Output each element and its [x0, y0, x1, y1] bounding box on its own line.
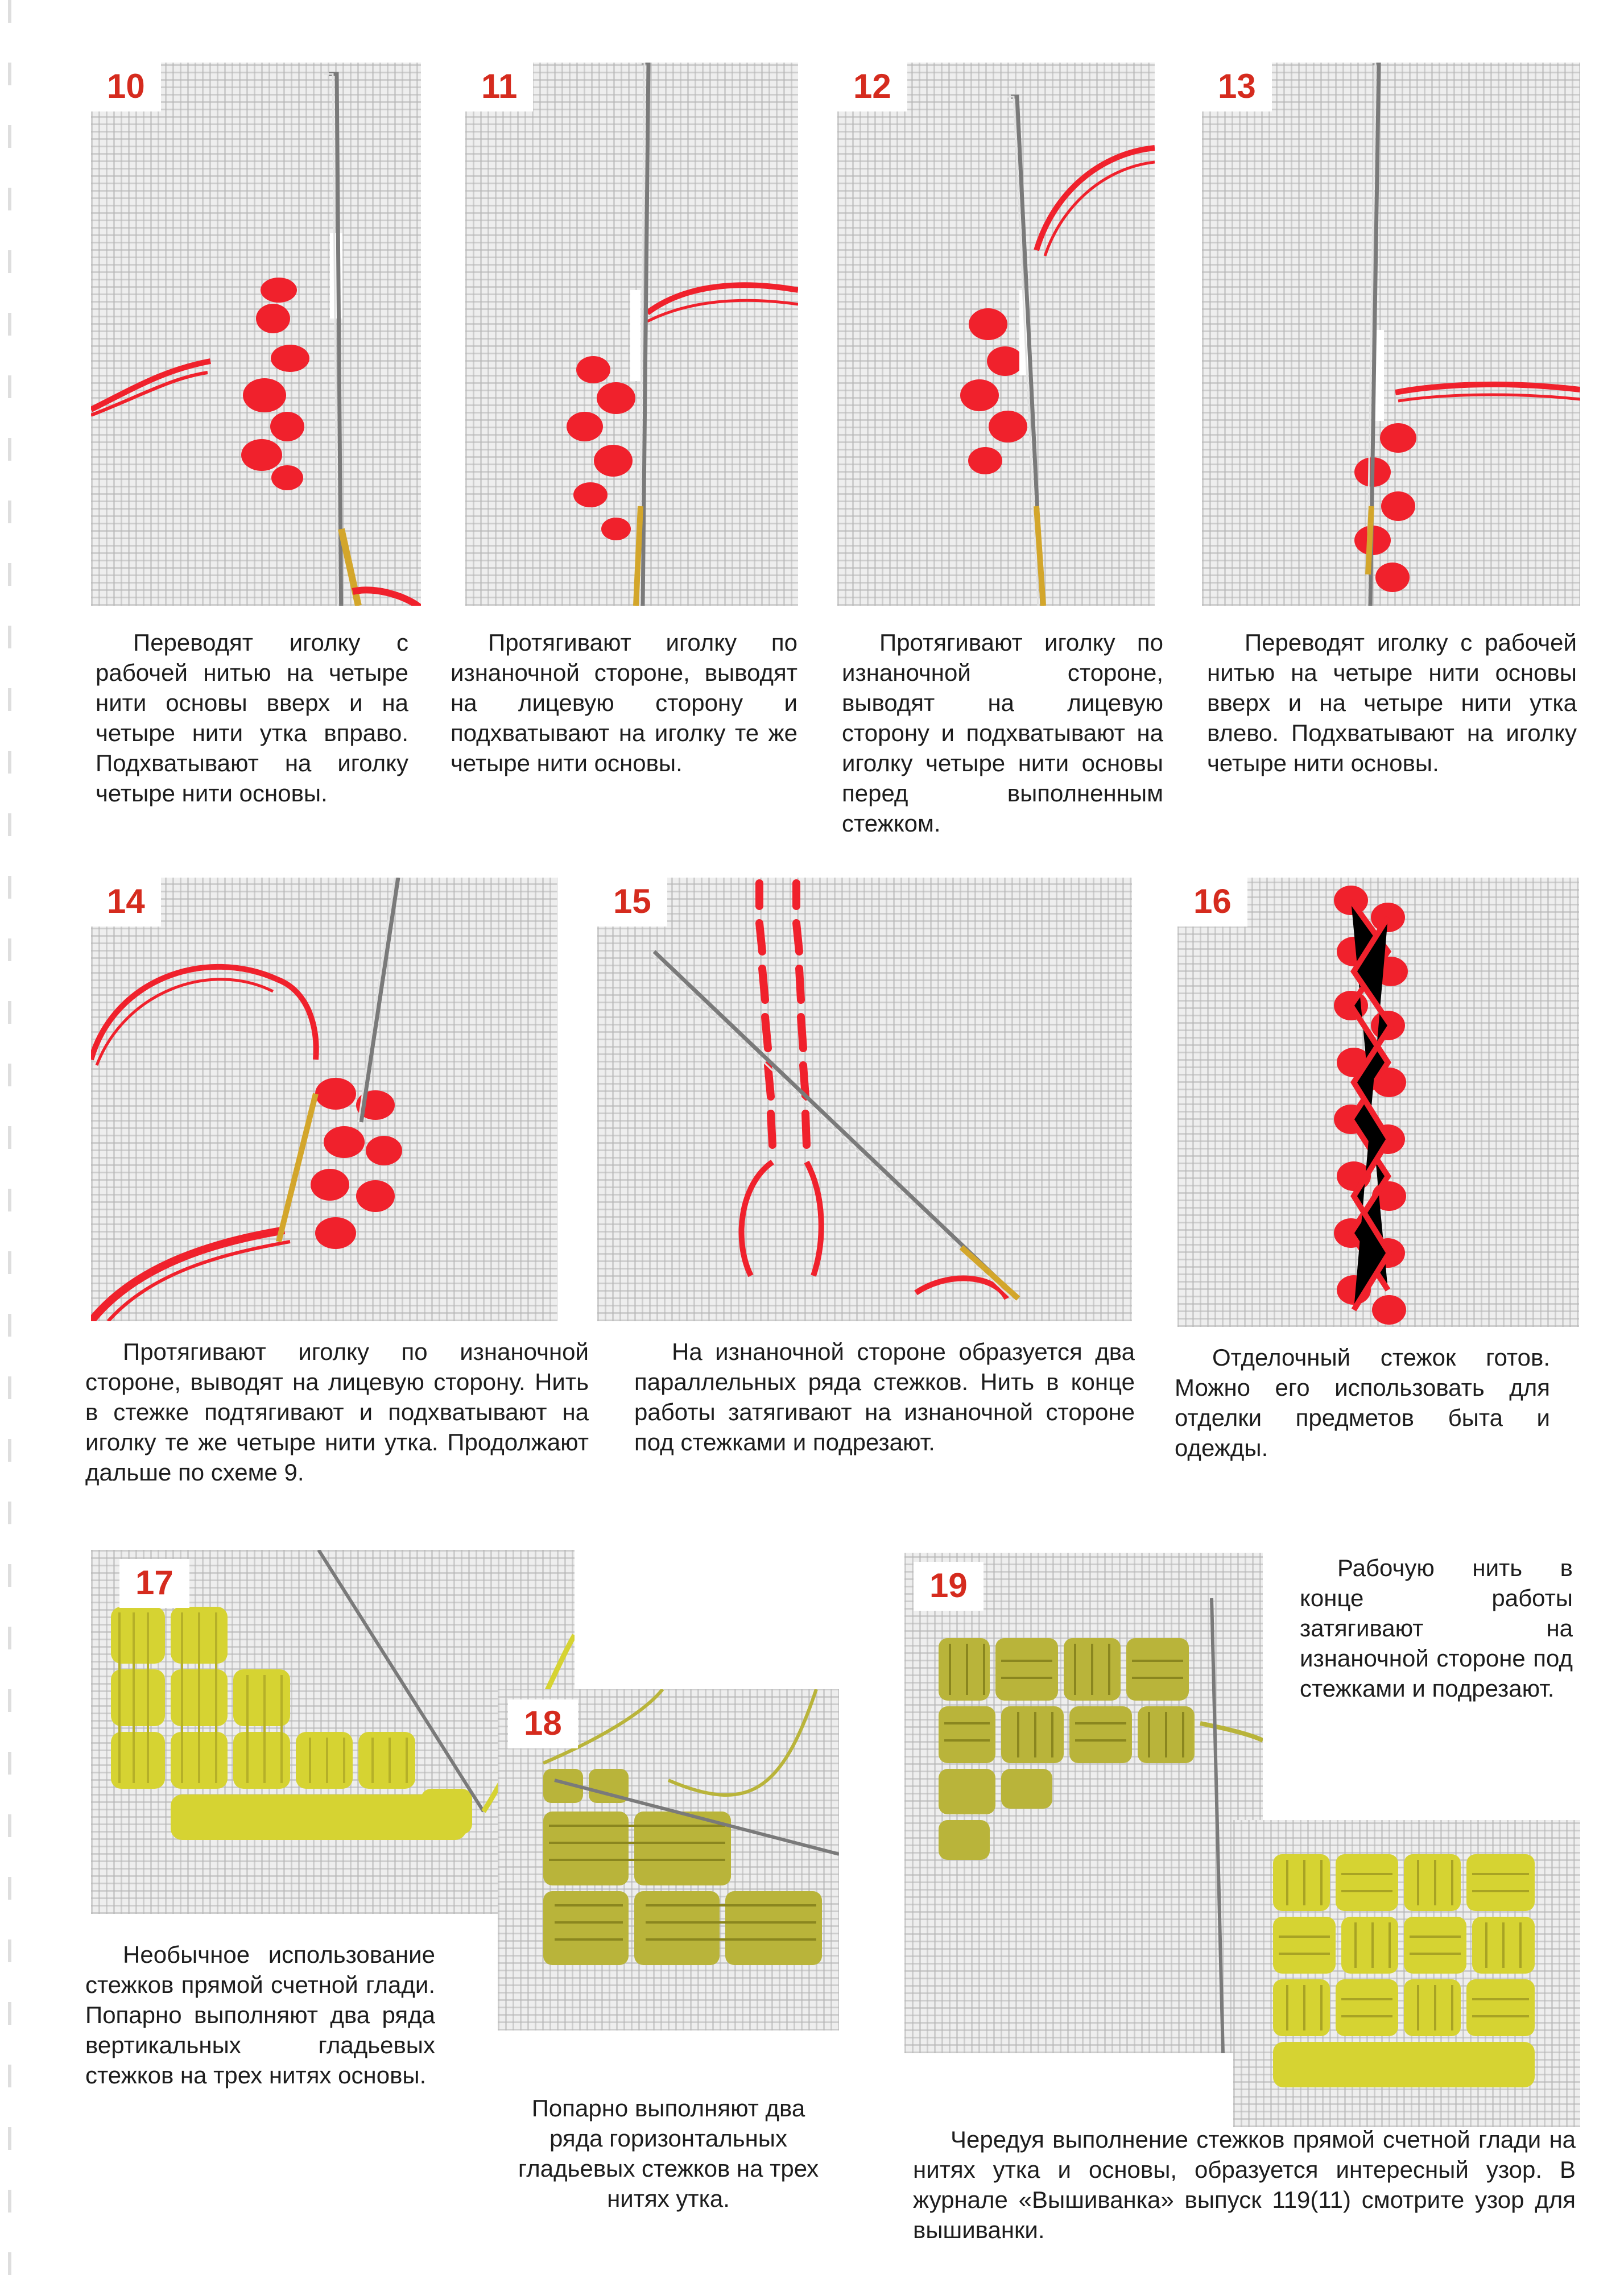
page-margin-marks [8, 0, 11, 2287]
caption-step-19: Рабочую нить в конце работы затягивают на изнаночной стороне под стежками и подрезают. [1300, 1554, 1573, 1702]
caption-footer: Чередуя выполнение стежков прямой счетной глади на нитях утка и основы, образуется интересный узор. В журнале «Вышиванка» выпуск 119(11) смотрите узор для вышиванки. [913, 2126, 1576, 2243]
embroidery-pattern-result [1233, 1820, 1580, 2127]
embroidery-illustration-14 [91, 878, 557, 1321]
photo-step-13 [1202, 63, 1580, 606]
photo-step-14 [91, 878, 557, 1321]
step-number-11: 11 [465, 63, 533, 111]
caption-step-10: Переводят иголку с рабочей нитью на четыре нити основы вверх и на четыре нити утка вправо. Подхватывают на иголку четыре нити основы. [96, 629, 408, 807]
step-number-10: 10 [91, 63, 161, 111]
embroidery-illustration-15 [597, 878, 1132, 1321]
caption-step-11: Протягивают иголку по изнаночной стороне, выводят на лицевую сторону и подхватывают на иголку те же четыре нити основы. [451, 629, 797, 776]
photo-step-19 [904, 1553, 1263, 2053]
photo-step-10 [91, 63, 421, 606]
step-number-19: 19 [914, 1562, 984, 1611]
caption-step-13: Переводят иголку с рабочей нитью на четыре нити основы вверх и на четыре нити утка влево. Подхватывают на иголку четыре нити основы. [1207, 629, 1577, 776]
photo-step-18 [498, 1689, 839, 2030]
embroidery-illustration-19 [904, 1553, 1263, 2053]
caption-step-14: Протягивают иголку по изнаночной стороне, выводят на лицевую сторону. Нить в стежке подтягивают и подхватывают на иголку те же четыре нити утка. Продолжают дальше по схеме 9. [85, 1338, 589, 1486]
step-number-15: 15 [597, 878, 667, 927]
caption-step-18: Попарно выполняют два ряда горизонтальных гладьевых стежков на трех нитях утка. [518, 2095, 819, 2212]
embroidery-illustration-12 [837, 63, 1155, 606]
caption-step-12: Протягивают иголку по изнаночной стороне, выводят на лицевую сторону и подхватывают на иголку четыре нити основы перед выполненным стежком. [842, 629, 1163, 837]
photo-step-15 [597, 878, 1132, 1321]
caption-step-15: На изнаночной стороне образуется два параллельных ряда стежков. Нить в конце работы затягивают на изнаночной стороне под стежками и подрезают. [634, 1338, 1135, 1455]
photo-step-16 [1177, 878, 1579, 1327]
step-number-13: 13 [1202, 63, 1272, 111]
embroidery-illustration-11 [465, 63, 798, 606]
embroidery-illustration-13 [1202, 63, 1580, 606]
photo-step-19-pattern [1233, 1820, 1580, 2127]
embroidery-illustration-16 [1177, 878, 1579, 1327]
step-number-17: 17 [119, 1559, 189, 1608]
step-number-16: 16 [1177, 878, 1247, 927]
caption-step-16: Отделочный стежок готов. Можно его использовать для отделки предметов быта и одежды. [1175, 1344, 1550, 1461]
step-number-14: 14 [91, 878, 161, 927]
photo-step-11 [465, 63, 798, 606]
step-number-12: 12 [837, 63, 907, 111]
step-number-18: 18 [508, 1699, 578, 1748]
embroidery-illustration-10 [91, 63, 421, 606]
photo-step-12 [837, 63, 1155, 606]
caption-step-17: Необычное использование стежков прямой счетной глади. Попарно выполняют два ряда вертикальных гладьевых стежков на трех нитях основы. [85, 1941, 435, 2089]
